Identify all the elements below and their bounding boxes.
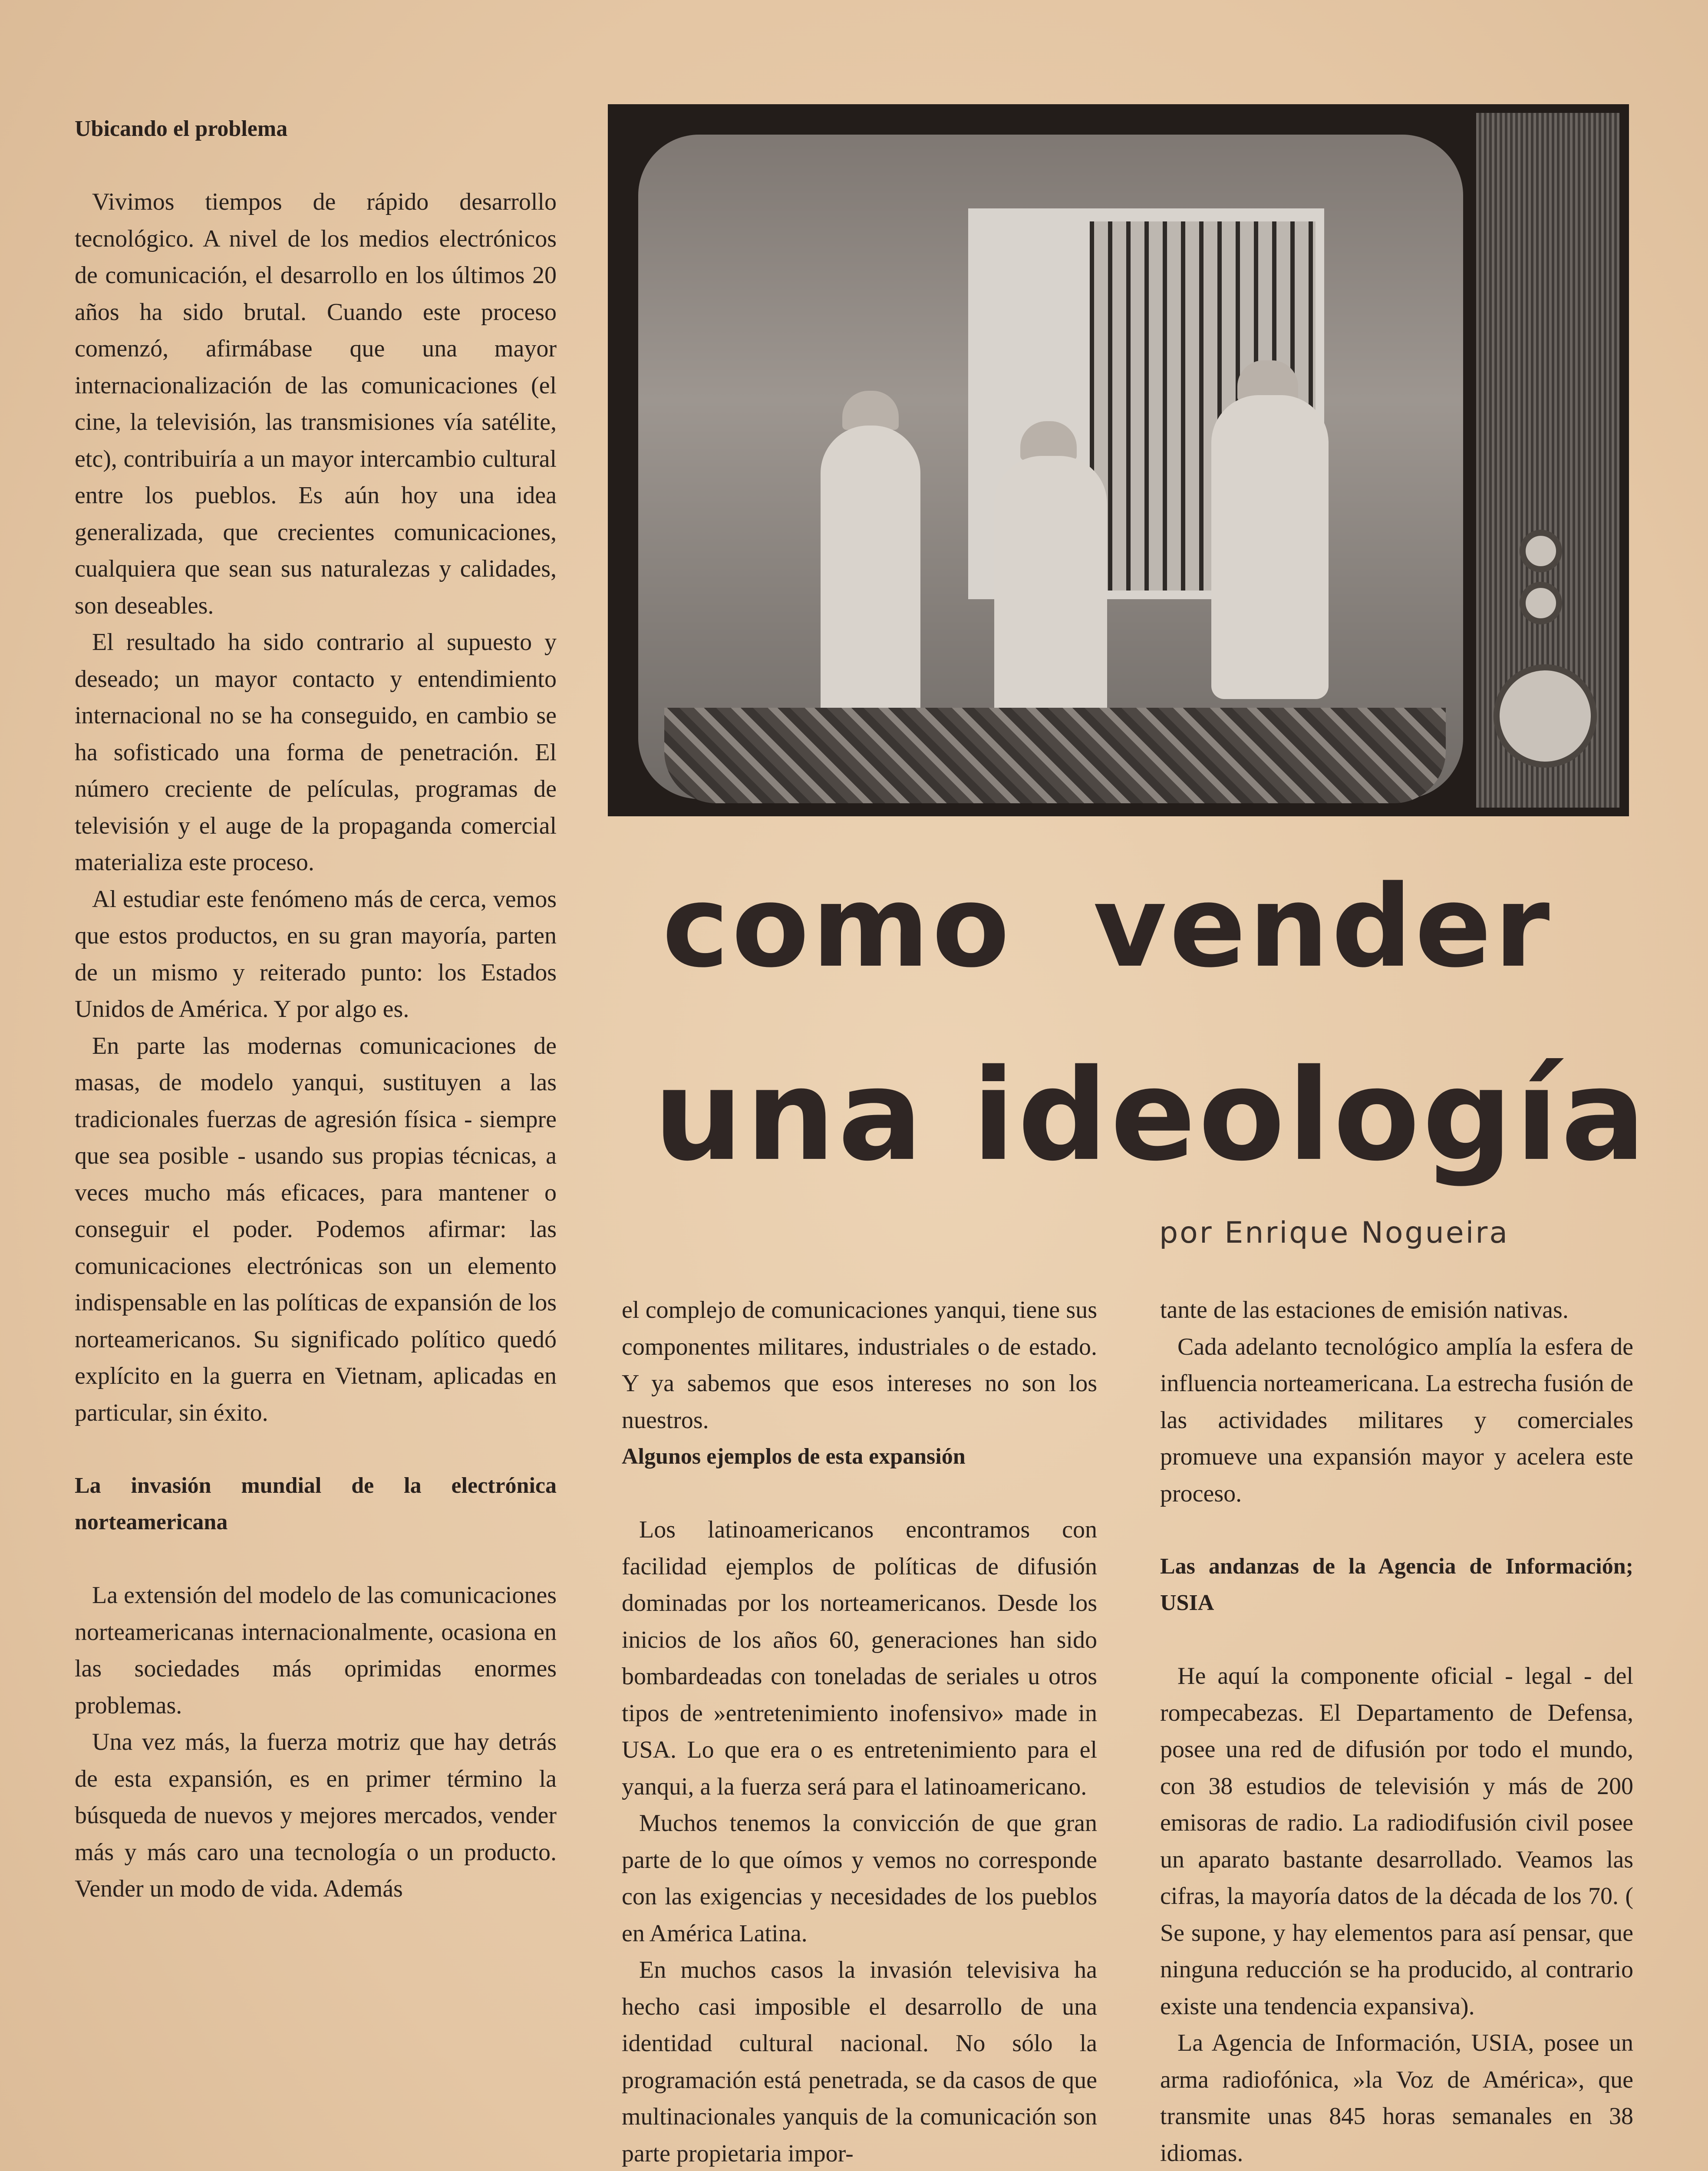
paragraph: Cada adelanto tecnológico amplía la esfera de influencia norteamericana. La estrecha fusión de las actividades militares y comerciales promueve una expansión mayor y acelera este proceso. — [1160, 1333, 1633, 1507]
text-column-1 — [75, 111, 557, 1907]
text-column-3 — [1160, 1292, 1633, 2171]
paragraph: tante de las estaciones de emisión nativas. — [1160, 1297, 1569, 1323]
paragraph: He aquí la componente oficial - legal - del rompecabezas. El Departamento de Defensa, posee una red de difusión por todo el mundo, con 38 estudios de televisión y más de 200 emisoras de radio. La radiodifusión civil posee un aparato bastante desarrollado. Veamos las cifras, la mayoría datos de la década de los 70. ( Se supone, y hay elementos para así pensar, que ninguna reducción se ha producido, al contrario existe una tendencia expansiva). — [1160, 1663, 1633, 2020]
rubble — [664, 708, 1446, 803]
helmet — [842, 391, 899, 430]
soldier-figure — [821, 426, 920, 729]
paragraph: En muchos casos la invasión televisiva ha hecho casi imposible el desarrollo de una identidad cultural nacional. No sólo la programación está penetrada, se da casos de que multinacionales yanquis de la comunicación son parte propietaria impor- — [622, 1957, 1097, 2167]
article-title-line-2: una ideología — [653, 1043, 1649, 1189]
tv-knob-icon — [1520, 530, 1562, 572]
soldier-figure — [994, 456, 1107, 734]
television-photo — [608, 104, 1629, 816]
tv-control-panel — [1476, 113, 1619, 808]
paragraph: El resultado ha sido contrario al supuesto y deseado; un mayor contacto y entendimiento internacional no se ha conseguido, en cambio se ha sofisticado una forma de penetración. El número creciente de películas, programas de televisión y el auge de la propaganda comercial materializa este proceso. — [75, 629, 557, 876]
soldier-figure — [1211, 395, 1329, 699]
paragraph: Vivimos tiempos de rápido desarrollo tecnológico. A nivel de los medios electrónicos de comunicación, el desarrollo en los últimos 20 años ha sido brutal. Cuando este proceso comenzó, afirmábase que una mayor internacionalización de las comunicaciones (el cine, la televisión, las transmisiones vía satélite, etc), contribuiría a un mayor intercambio cultural entre los pueblos. Es aún hoy una idea generalizada, que crecientes comunicaciones, cualquiera que sean sus naturalezas y calidades, son deseables. — [75, 188, 557, 619]
paragraph: En parte las modernas comunicaciones de masas, de modelo yanqui, sustituyen a las tradicionales fuerzas de agresión física - siempre que sea posible - usando sus propias técnicas, a veces mucho más eficaces, para mantener o conseguir el poder. Podemos afirmar: las comunicaciones electrónicas son un elemento indispensable en las políticas de expansión de los norteamericanos. Su significado político quedó explícito en la guerra en Vietnam, aplicadas en particular, sin éxito. — [75, 1032, 557, 1426]
paragraph: Al estudiar este fenómeno más de cerca, vemos que estos productos, en su gran mayoría, parten de un mismo y reiterado punto: los Estados Unidos de América. Y por algo es. — [75, 885, 557, 1023]
tv-screen — [638, 135, 1463, 799]
article-title-line-1: como vender — [662, 861, 1553, 993]
text-column-2 — [622, 1292, 1097, 2171]
section-heading: Algunos ejemplos de esta expansión — [622, 1444, 966, 1469]
section-heading: Las andanzas de la Agencia de Información; USIA — [1160, 1554, 1633, 1615]
tv-knob-icon — [1520, 582, 1562, 624]
paragraph: Muchos tenemos la convicción de que gran parte de lo que oímos y vemos no corresponde con las exigencias y necesidades de los pueblos en América Latina. — [622, 1810, 1097, 1947]
section-heading: La invasión mundial de la electrónica norteamericana — [75, 1473, 557, 1534]
section-heading: Ubicando el problema — [75, 116, 288, 141]
paragraph: Los latinoamericanos encontramos con facilidad ejemplos de políticas de difusión dominadas por los norteamericanos. Desde los inicios de los años 60, generaciones han sido bombardeadas con toneladas de seriales u otros tipos de »entretenimiento inofensivo» made in USA. Lo que era o es entretenimiento para el yanqui, a la fuerza será para el latinoamericano. — [622, 1516, 1097, 1800]
tv-dial-icon — [1494, 664, 1597, 768]
byline: por Enrique Nogueira — [1159, 1216, 1510, 1250]
paragraph: La Agencia de Información, USIA, posee un arma radiofónica, »la Voz de América», que transmite unas 845 horas semanales en 38 idiomas. — [1160, 2029, 1633, 2167]
paragraph: el complejo de comunicaciones yanqui, tiene sus componentes militares, industriales o de estado. Y ya sabemos que esos intereses no son los nuestros. — [622, 1297, 1097, 1434]
paragraph: La extensión del modelo de las comunicaciones norteamericanas internacionalmente, ocasiona en las sociedades más oprimidas enormes problemas. — [75, 1582, 557, 1719]
paragraph: Una vez más, la fuerza motriz que hay detrás de esta expansión, es en primer término la búsqueda de nuevos y mejores mercados, vender más y más caro una tecnología o un producto. Vender un modo de vida. Además — [75, 1729, 557, 1902]
